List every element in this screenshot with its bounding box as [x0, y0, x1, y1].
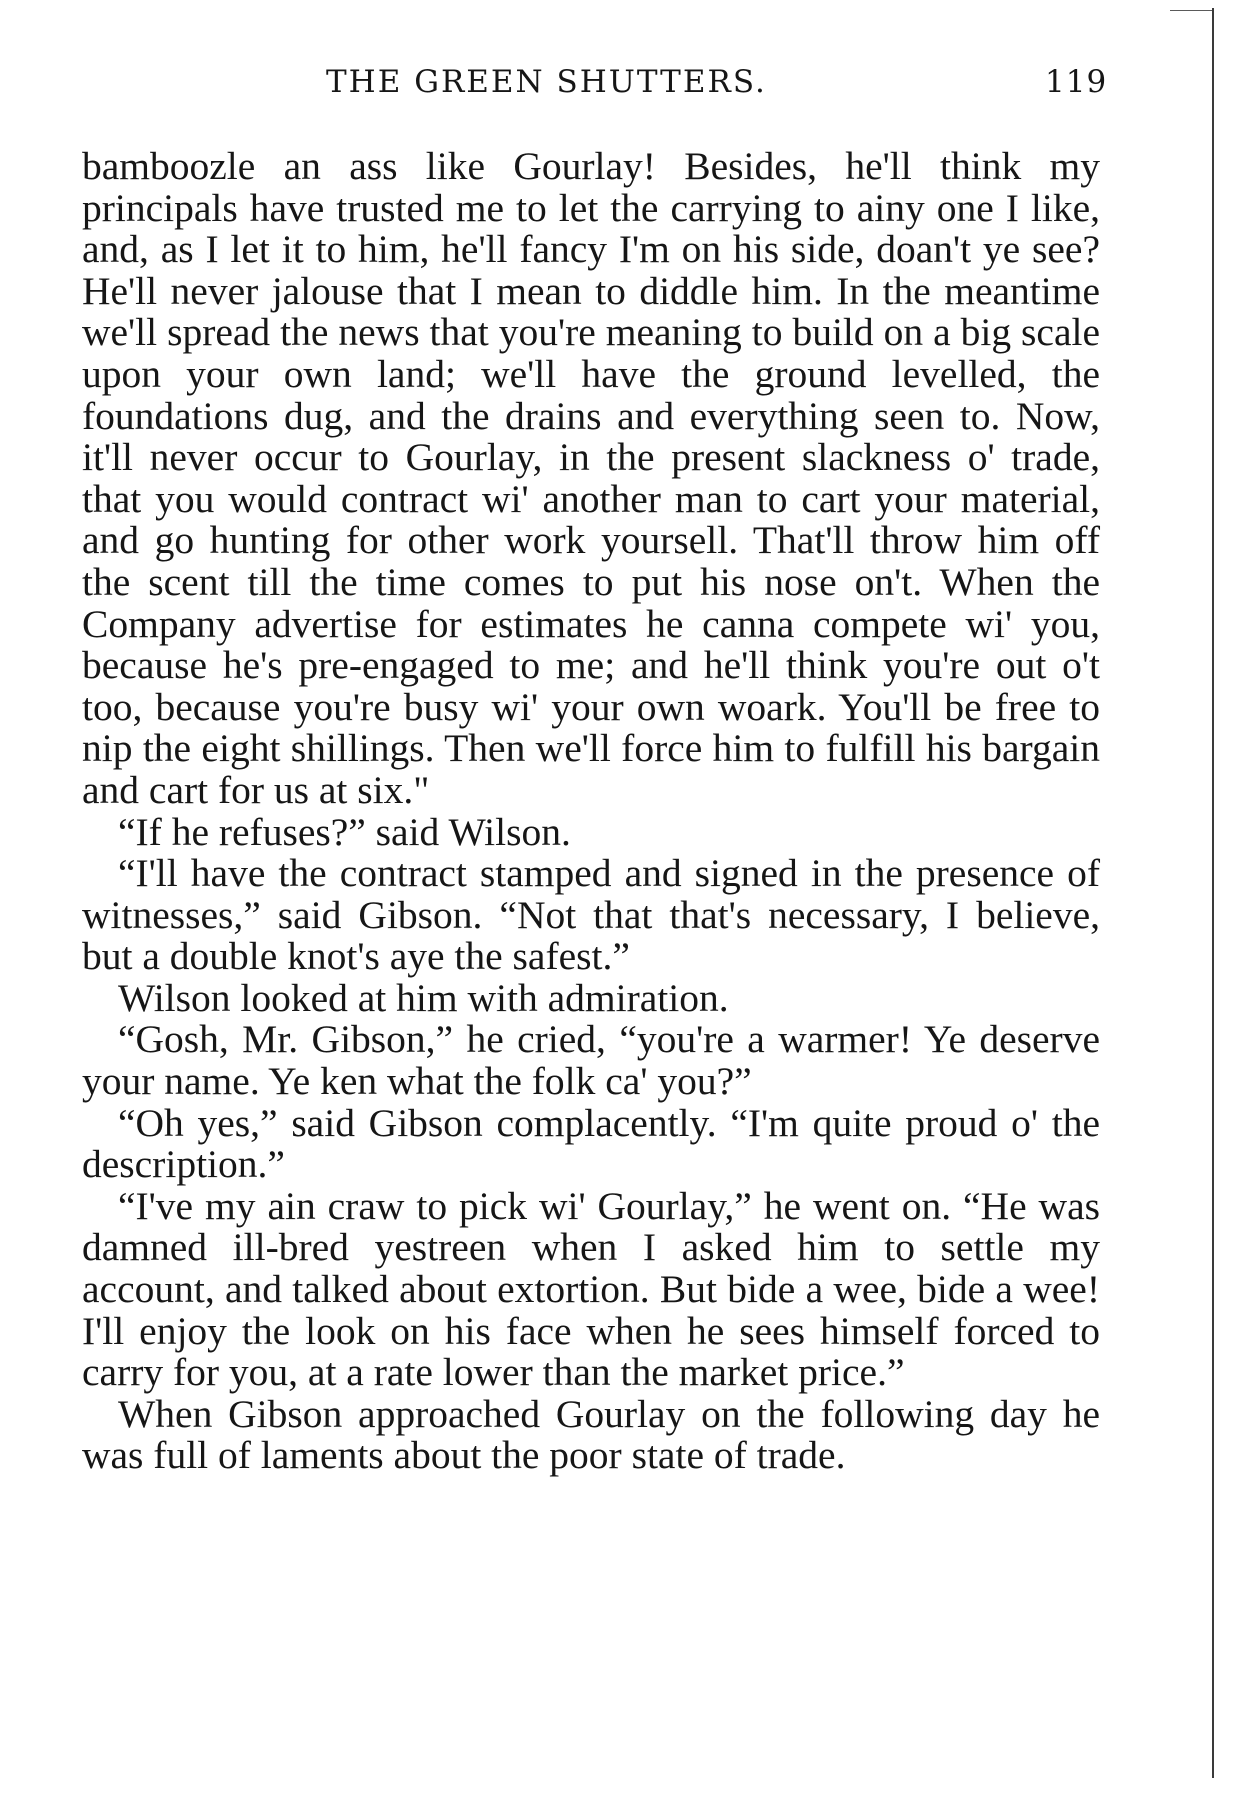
- paragraph: “If he refuses?” said Wilson.: [118, 809, 571, 854]
- paragraph: “I'll have the contract stamped and signed in the presence of witnesses,” said Gibson. “Not that that's necessary, I believe, but a double knot's aye the safest.”: [82, 851, 1100, 979]
- page-edge-line: [1212, 8, 1214, 1778]
- paragraph: When Gibson approached Gourlay on the following day he was full of laments about the poor state of trade.: [82, 1391, 1100, 1478]
- page-number: 119: [1045, 64, 1108, 100]
- page-edge-tick: [1170, 10, 1214, 11]
- paragraph: “I've my ain craw to pick wi' Gourlay,” he went on. “He was damned ill-bred yestreen when I asked him to settle my account, and talked about extortion. But bide a wee, bide a wee! I'll enjoy the look on his face when he sees himself forced to carry for you, at a rate lower than the market price.”: [82, 1183, 1100, 1395]
- running-title: THE GREEN SHUTTERS.: [326, 64, 767, 100]
- body-text: [82, 146, 1100, 1477]
- paragraph: “Oh yes,” said Gibson complacently. “I'm quite proud o' the description.”: [82, 1100, 1100, 1187]
- paragraph-continued: bamboozle an ass like Gourlay! Besides, he'll think my principals have trusted me to let the carrying to ainy one I like, and, as I let it to him, he'll fancy I'm on his side, doan't ye see? He'll never jalouse that I mean to diddle him. In the meantime we'll spread the news that you're meaning to build on a big scale upon your own land; we'll have the ground levelled, the foundations dug, and the drains and everything seen to. Now, it'll never occur to Gourlay, in the present slackness o' trade, that you would contract wi' another man to cart your material, and go hunting for other work yoursell. That'll throw him off the scent till the time comes to put his nose on't. When the Company advertise for estimates he canna compete wi' you, because he's pre-engaged to me; and he'll think you're out o't too, because you're busy wi' your own woark. You'll be free to nip the eight shillings. Then we'll force him to fulfill his bargain and cart for us at six.": [82, 144, 1100, 812]
- paragraph: “Gosh, Mr. Gibson,” he cried, “you're a warmer! Ye deserve your name. Ye ken what the folk ca' you?”: [82, 1017, 1100, 1104]
- paragraph: Wilson looked at him with admiration.: [118, 975, 729, 1020]
- running-head: [80, 64, 1108, 114]
